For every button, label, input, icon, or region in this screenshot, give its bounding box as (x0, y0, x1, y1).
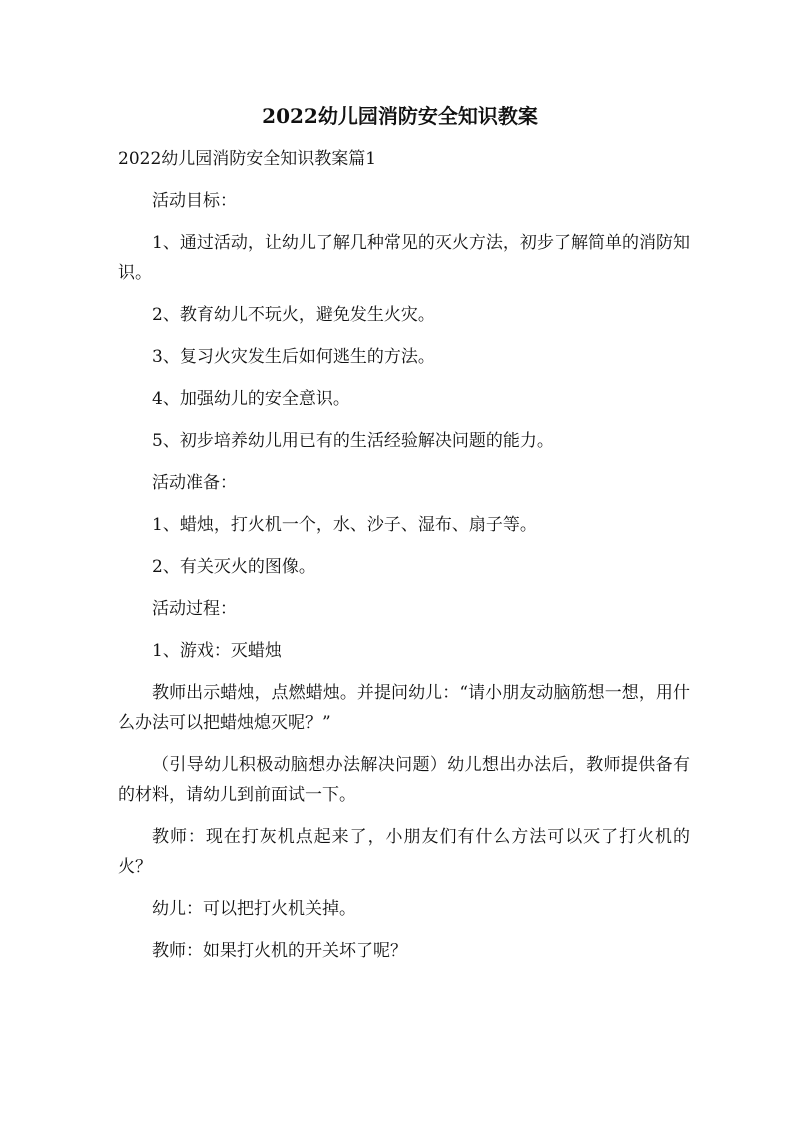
paragraph: 4、加强幼儿的安全意识。 (152, 389, 350, 409)
paragraph: 1、蜡烛，打火机一个，水、沙子、湿布、扇子等。 (152, 515, 537, 535)
paragraph: 1、通过活动，让幼儿了解几种常见的灭火方法，初步了解简单的消防知识。 (118, 233, 690, 283)
document-body (118, 144, 690, 978)
paragraph: 活动目标： (152, 191, 237, 211)
paragraph: 活动过程： (152, 599, 237, 619)
paragraph: 教师出示蜡烛，点燃蜡烛。并提问幼儿：“请小朋友动脑筋想一想，用什么办法可以把蜡烛熄灭呢？” (118, 683, 690, 733)
paragraph: 5、初步培养幼儿用已有的生活经验解决问题的能力。 (152, 431, 554, 451)
paragraph: 教师：如果打火机的开关坏了呢？ (152, 941, 407, 961)
paragraph: 3、复习火灾发生后如何逃生的方法。 (152, 347, 435, 367)
paragraph: 教师：现在打灰机点起来了，小朋友们有什么方法可以灭了打火机的火？ (118, 827, 690, 877)
section-heading: 2022幼儿园消防安全知识教案篇1 (118, 149, 377, 169)
document-title: 2022幼儿园消防安全知识教案 (262, 104, 538, 128)
paragraph: 1、游戏：灭蜡烛 (152, 641, 282, 661)
paragraph: （引导幼儿积极动脑想办法解决问题）幼儿想出办法后，教师提供备有的材料，请幼儿到前面试一下。 (118, 755, 690, 805)
paragraph: 幼儿：可以把打火机关掉。 (152, 899, 356, 919)
paragraph: 2、有关灭火的图像。 (152, 557, 316, 577)
paragraph: 活动准备： (152, 473, 237, 493)
paragraph: 2、教育幼儿不玩火，避免发生火灾。 (152, 305, 435, 325)
